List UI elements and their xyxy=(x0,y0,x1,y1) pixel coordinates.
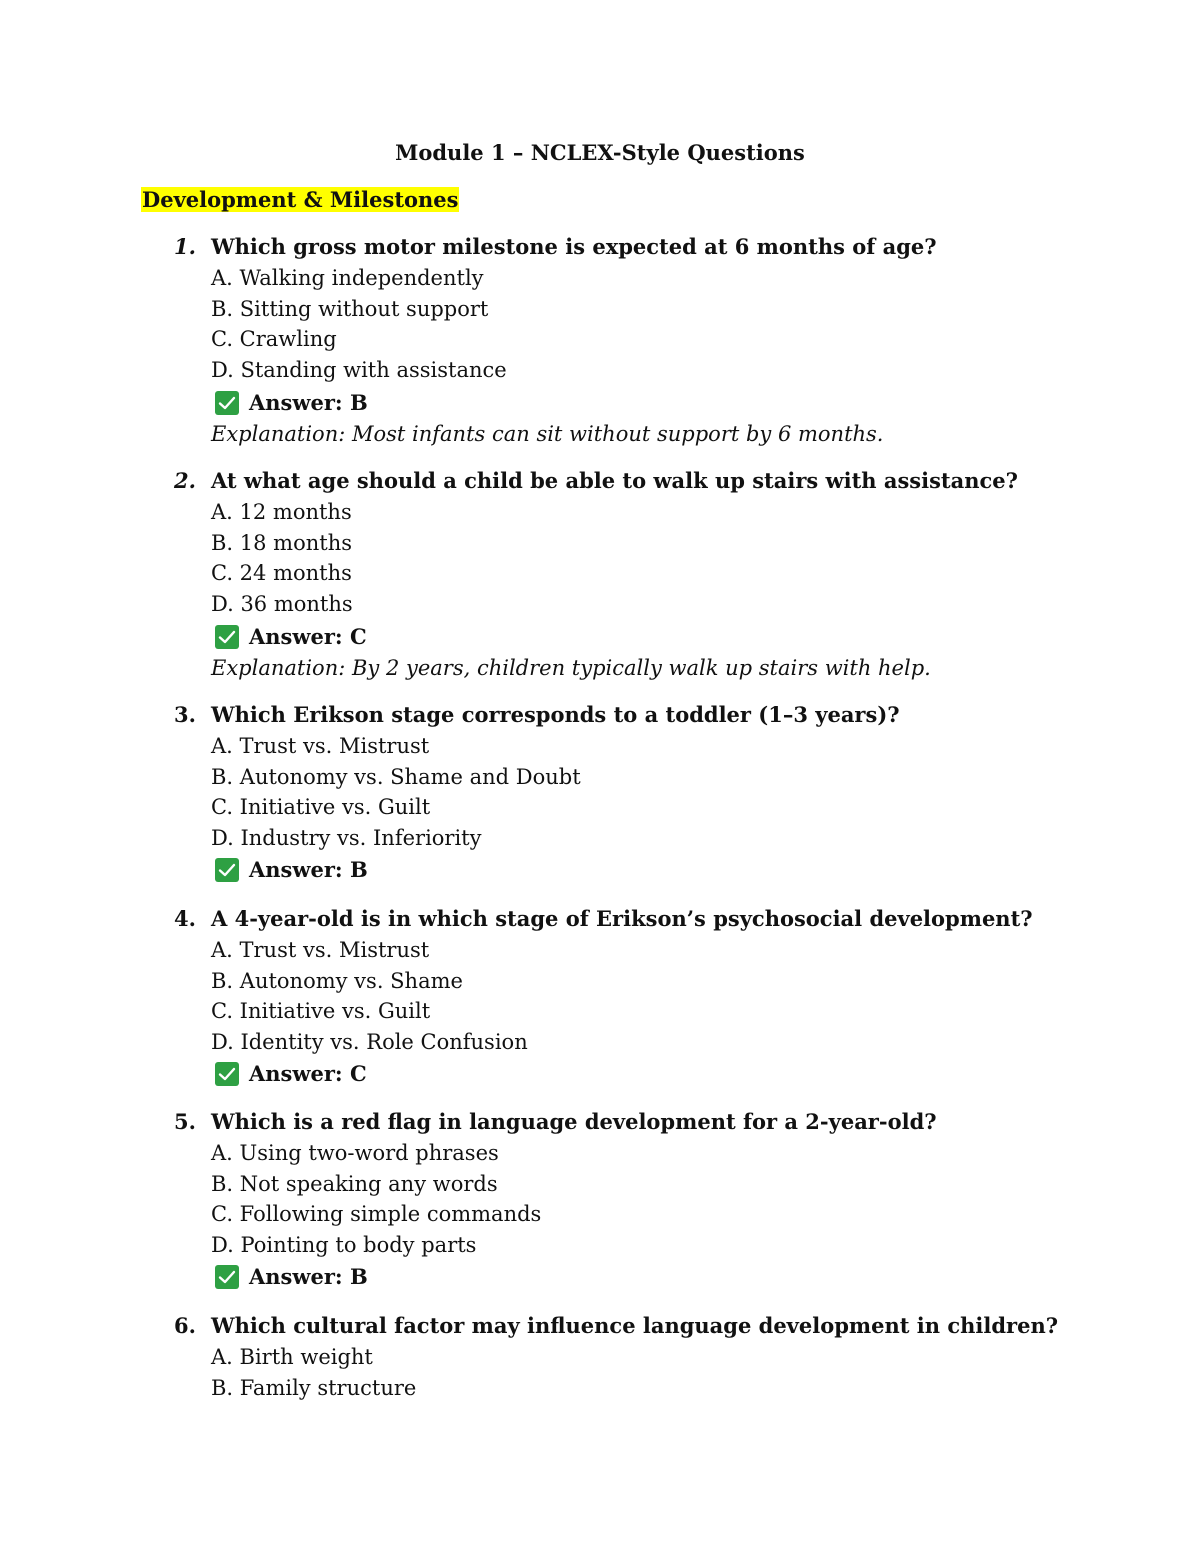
answer-options xyxy=(211,497,353,619)
option-b: B. 18 months xyxy=(211,530,353,555)
answer-options xyxy=(211,263,507,385)
check-mark-icon xyxy=(215,858,239,882)
answer-text: Answer: C xyxy=(249,1061,367,1086)
option-c: C. Initiative vs. Guilt xyxy=(211,795,431,819)
option-b: B. Family structure xyxy=(211,1375,417,1400)
option-d: D. 36 months xyxy=(211,591,353,616)
answer-options xyxy=(211,935,528,1057)
option-c: C. Initiative vs. Guilt xyxy=(211,999,431,1023)
check-mark-icon xyxy=(215,391,239,415)
check-mark-icon xyxy=(215,625,239,649)
question-number: 1. xyxy=(174,234,196,259)
question-stem xyxy=(174,904,1033,934)
question-stem xyxy=(174,466,1018,496)
answer-options xyxy=(211,1342,416,1403)
option-d: D. Identity vs. Role Confusion xyxy=(211,1029,528,1054)
option-c: C. Crawling xyxy=(211,327,337,351)
question-stem xyxy=(174,1311,1058,1341)
section-heading: Development & Milestones xyxy=(142,187,459,212)
option-c: C. 24 months xyxy=(211,561,352,585)
check-mark-icon xyxy=(215,1265,239,1289)
question-number: 3. xyxy=(174,702,196,727)
option-a: A. Using two-word phrases xyxy=(211,1141,499,1165)
answer-line xyxy=(215,388,368,418)
question-stem xyxy=(174,232,937,262)
answer-text: Answer: B xyxy=(249,1264,368,1289)
check-mark-icon xyxy=(215,1062,239,1086)
option-a: A. Trust vs. Mistrust xyxy=(211,938,430,962)
answer-line xyxy=(215,1059,367,1089)
question-text: Which Erikson stage corresponds to a toddler (1–3 years)? xyxy=(211,702,900,727)
answer-text: Answer: B xyxy=(249,857,368,882)
question-number: 5. xyxy=(174,1109,196,1134)
question-number: 6. xyxy=(174,1313,196,1338)
explanation: Explanation: By 2 years, children typically walk up stairs with help. xyxy=(211,656,931,680)
option-d: D. Standing with assistance xyxy=(211,357,507,382)
question-text: A 4-year-old is in which stage of Erikson’s psychosocial development? xyxy=(211,906,1033,931)
question-text: Which is a red flag in language development for a 2-year-old? xyxy=(211,1109,937,1134)
option-d: D. Pointing to body parts xyxy=(211,1232,477,1257)
option-a: A. Birth weight xyxy=(211,1345,373,1369)
question-text: Which gross motor milestone is expected at 6 months of age? xyxy=(211,234,937,259)
question-text: Which cultural factor may influence language development in children? xyxy=(211,1313,1059,1338)
option-b: B. Autonomy vs. Shame xyxy=(211,968,463,993)
page-title: Module 1 – NCLEX-Style Questions xyxy=(395,140,805,165)
question-stem xyxy=(174,700,900,730)
answer-text: Answer: C xyxy=(249,624,367,649)
question-text: At what age should a child be able to walk up stairs with assistance? xyxy=(211,468,1018,493)
question-number: 2. xyxy=(174,468,196,493)
option-a: A. Walking independently xyxy=(211,266,484,290)
option-a: A. Trust vs. Mistrust xyxy=(211,734,430,758)
option-d: D. Industry vs. Inferiority xyxy=(211,825,482,850)
option-b: B. Not speaking any words xyxy=(211,1171,498,1196)
answer-options xyxy=(211,731,581,853)
answer-text: Answer: B xyxy=(249,390,368,415)
answer-line xyxy=(215,622,367,652)
question-number: 4. xyxy=(174,906,196,931)
question-stem xyxy=(174,1107,937,1137)
option-b: B. Sitting without support xyxy=(211,296,489,321)
answer-line xyxy=(215,855,368,885)
option-c: C. Following simple commands xyxy=(211,1202,542,1226)
option-b: B. Autonomy vs. Shame and Doubt xyxy=(211,764,581,789)
answer-line xyxy=(215,1262,368,1292)
option-a: A. 12 months xyxy=(211,500,352,524)
answer-options xyxy=(211,1138,541,1260)
explanation: Explanation: Most infants can sit without support by 6 months. xyxy=(211,422,884,446)
